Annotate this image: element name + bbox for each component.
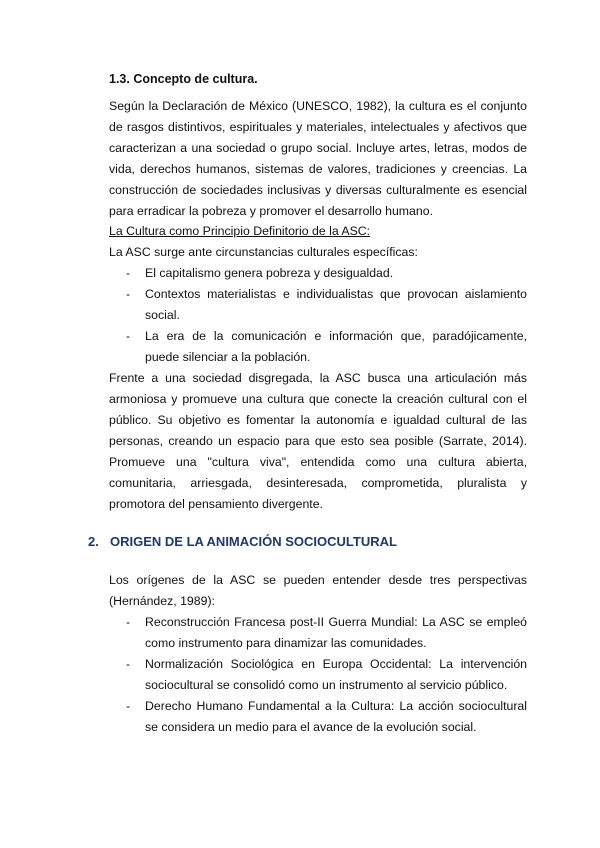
list-item xyxy=(109,612,527,654)
dash-bullet: - xyxy=(126,699,131,713)
asc-circumstances-list xyxy=(109,263,527,368)
list-item-text: La era de la comunicación e información que, paradójicamente, puede silenciar a la población. xyxy=(145,329,527,364)
origins-perspectives-list xyxy=(109,612,527,738)
dash-bullet: - xyxy=(126,287,131,301)
dash-bullet: - xyxy=(126,266,131,280)
list-item xyxy=(109,284,527,326)
list-item-text: Normalización Sociológica en Europa Occidental: La intervención sociocultural se consolidó como un instrumento al servicio público. xyxy=(145,657,527,692)
list-item xyxy=(109,696,527,738)
culture-definition-paragraph: Según la Declaración de México (UNESCO, 1982), la cultura es el conjunto de rasgos distintivos, espirituales y materiales, intelectuales y afectivos que caracterizan a una sociedad o grupo social. Incluye artes, letras, modos de vida, derechos humanos, sistemas de valores, tradiciones y creencias. La construcción de sociedades inclusivas y diversas culturalmente es esencial para erradicar la pobreza y promover el desarrollo humano. xyxy=(109,99,527,218)
section-title: ORIGEN DE LA ANIMACIÓN SOCIOCULTURAL xyxy=(110,534,397,549)
list-item xyxy=(109,654,527,696)
dash-bullet: - xyxy=(126,657,131,671)
list-item xyxy=(109,263,527,284)
dash-bullet: - xyxy=(126,615,131,629)
list-item-text: Reconstrucción Francesa post-II Guerra Mundial: La ASC se empleó como instrumento para dinamizar las comunidades. xyxy=(145,615,527,650)
list-item xyxy=(109,326,527,368)
dash-bullet: - xyxy=(126,329,131,343)
list-item-text: Derecho Humano Fundamental a la Cultura: La acción sociocultural se considera un medio para el avance de la evolución social. xyxy=(145,699,527,734)
asc-intro-line: La ASC surge ante circunstancias culturales específicas: xyxy=(109,245,418,259)
section-heading-2 xyxy=(88,533,397,551)
asc-closing-paragraph: Frente a una sociedad disgregada, la ASC busca una articulación más armoniosa y promueve una cultura que conecte la creación cultural con el público. Su objetivo es fomentar la autonomía e igualdad cultural de las personas, creando un espacio para que esto sea posible (Sarrate, 2014). Promueve una "cultura viva", entendida como una cultura abierta, comunitaria, arriesgada, desinteresada, comprometida, pluralista y promotora del pensamiento divergente. xyxy=(109,371,527,511)
origins-intro-paragraph: Los orígenes de la ASC se pueden entender desde tres perspectivas (Hernández, 1989): xyxy=(109,573,527,608)
culture-principle-subheading: La Cultura como Principio Definitorio de la ASC: xyxy=(109,224,371,238)
list-item-text: Contextos materialistas e individualistas que provocan aislamiento social. xyxy=(145,287,527,322)
section-heading-1-3: 1.3. Concepto de cultura. xyxy=(109,72,258,86)
list-item-text: El capitalismo genera pobreza y desigualdad. xyxy=(145,266,394,280)
section-number: 2. xyxy=(88,534,99,549)
